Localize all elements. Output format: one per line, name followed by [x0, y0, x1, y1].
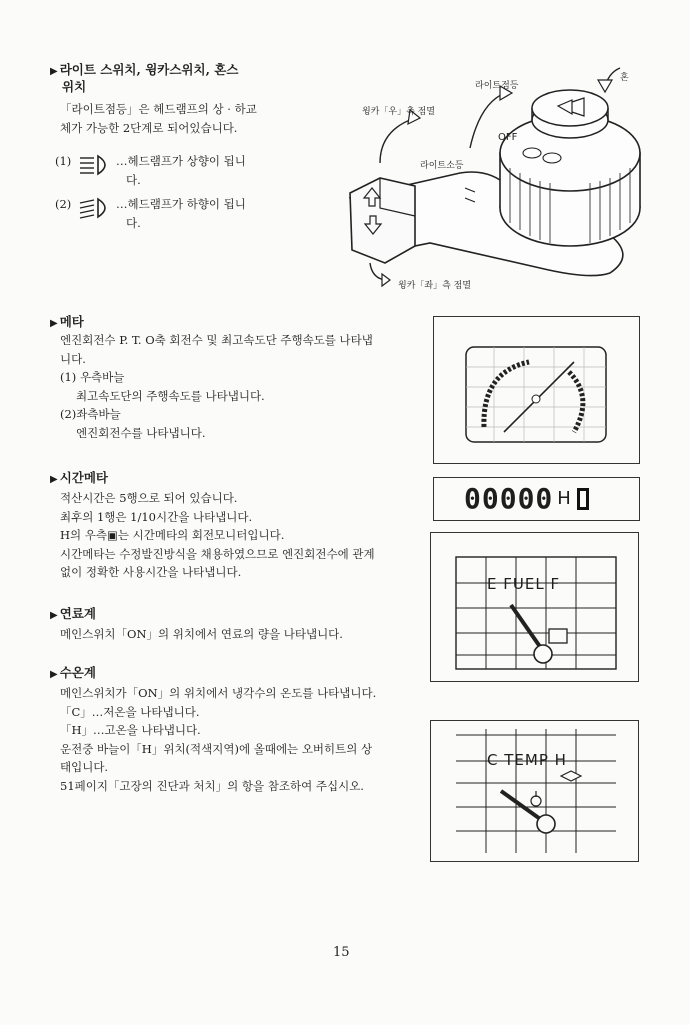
temp-gauge-diagram [431, 721, 638, 861]
winker-left-label: 윙카「좌」측 점멸 [398, 281, 472, 291]
hour-meter-digits: 00000 [464, 482, 554, 515]
meter-description: 엔진회전수 P. T. O축 회전수 및 최고속도단 주행속도를 나타냅 니다. (1) 우측바늘 최고속도단의 주행속도를 나타냅니다. (2)좌측바늘 엔진회전수를 나타냅니다. [60, 333, 373, 440]
hour-meter-figure [433, 477, 640, 521]
page-number: 15 [333, 945, 350, 960]
fuel-pump-icon [549, 629, 567, 643]
triangle-bullet-icon: ▶ [50, 669, 58, 680]
triangle-bullet-icon: ▶ [50, 318, 58, 329]
light-off-label: 라이트소등 [420, 161, 464, 171]
switch-diagram [340, 58, 650, 298]
fuel-gauge-label: E FUEL F [487, 575, 561, 593]
switch-description: 「라이트점등」은 헤드램프의 상 · 하교 체가 가능한 2단계로 되어있습니다. [60, 102, 257, 135]
light-on-label: 라이트점등 [475, 81, 519, 91]
switch-heading: ▶ 라이트 스위치, 윙카스위치, 혼스 [50, 62, 239, 77]
headlamp-low-icon [78, 197, 114, 219]
meter-heading: ▶ 메타 [50, 314, 84, 329]
temp-heading: ▶ 수온계 [50, 665, 96, 680]
temp-description: 메인스위치가「ON」의 위치에서 냉각수의 온도를 나타냅니다. 「C」…저온을 나타냅니다. 「H」…고온을 나타냅니다. 운전중 바늘이「H」위치(적색지역)에 올때에는 오버히트의 상 태입니다. 51페이지「고장의 진단과 처치」의 항을 참조하여 주십시오. [60, 686, 377, 793]
off-label: OFF [498, 132, 518, 143]
triangle-bullet-icon: ▶ [50, 610, 58, 621]
temp-gauge-label: C TEMP H [487, 751, 567, 769]
thermometer-icon [531, 796, 541, 806]
hour-meter-heading: ▶ 시간메타 [50, 470, 109, 485]
switch-item-2-text: …헤드램프가 하향이 됩니 다. [116, 197, 246, 230]
switch-item-1-num: (1) [55, 154, 72, 168]
switch-item-2-num: (2) [55, 197, 72, 211]
rotation-monitor-icon [577, 488, 589, 510]
horn-label: 혼 [620, 73, 629, 83]
switch-heading-line2: 위치 [62, 79, 87, 94]
headlamp-high-icon [78, 154, 114, 176]
temp-figure [430, 720, 639, 862]
fuel-gauge-diagram [431, 533, 638, 681]
hour-meter-description: 적산시간은 5행으로 되어 있습니다. 최후의 1행은 1/10시간을 나타냅니다. H의 우측▣는 시간메타의 회전모니터입니다. 시간메타는 수정발진방식을 채용하였으므로 엔진회전수에 관계 없이 정확한 사용시간을 나타냅니다. [60, 491, 375, 579]
hour-meter-unit: H [557, 488, 571, 509]
triangle-bullet-icon: ▶ [50, 474, 58, 485]
fuel-description: 메인스위치「ON」의 위치에서 연료의 량을 나타냅니다. [60, 627, 343, 641]
fuel-figure [430, 532, 639, 682]
switch-item-1-text: …헤드램프가 상향이 됩니 다. [116, 154, 246, 187]
hour-meter-display [464, 484, 589, 514]
fuel-heading: ▶ 연료계 [50, 606, 96, 621]
tachometer-diagram [434, 317, 639, 463]
winker-right-label: 윙카「우」측 점멸 [362, 107, 436, 117]
meter-figure [433, 316, 640, 464]
triangle-bullet-icon: ▶ [50, 66, 58, 77]
